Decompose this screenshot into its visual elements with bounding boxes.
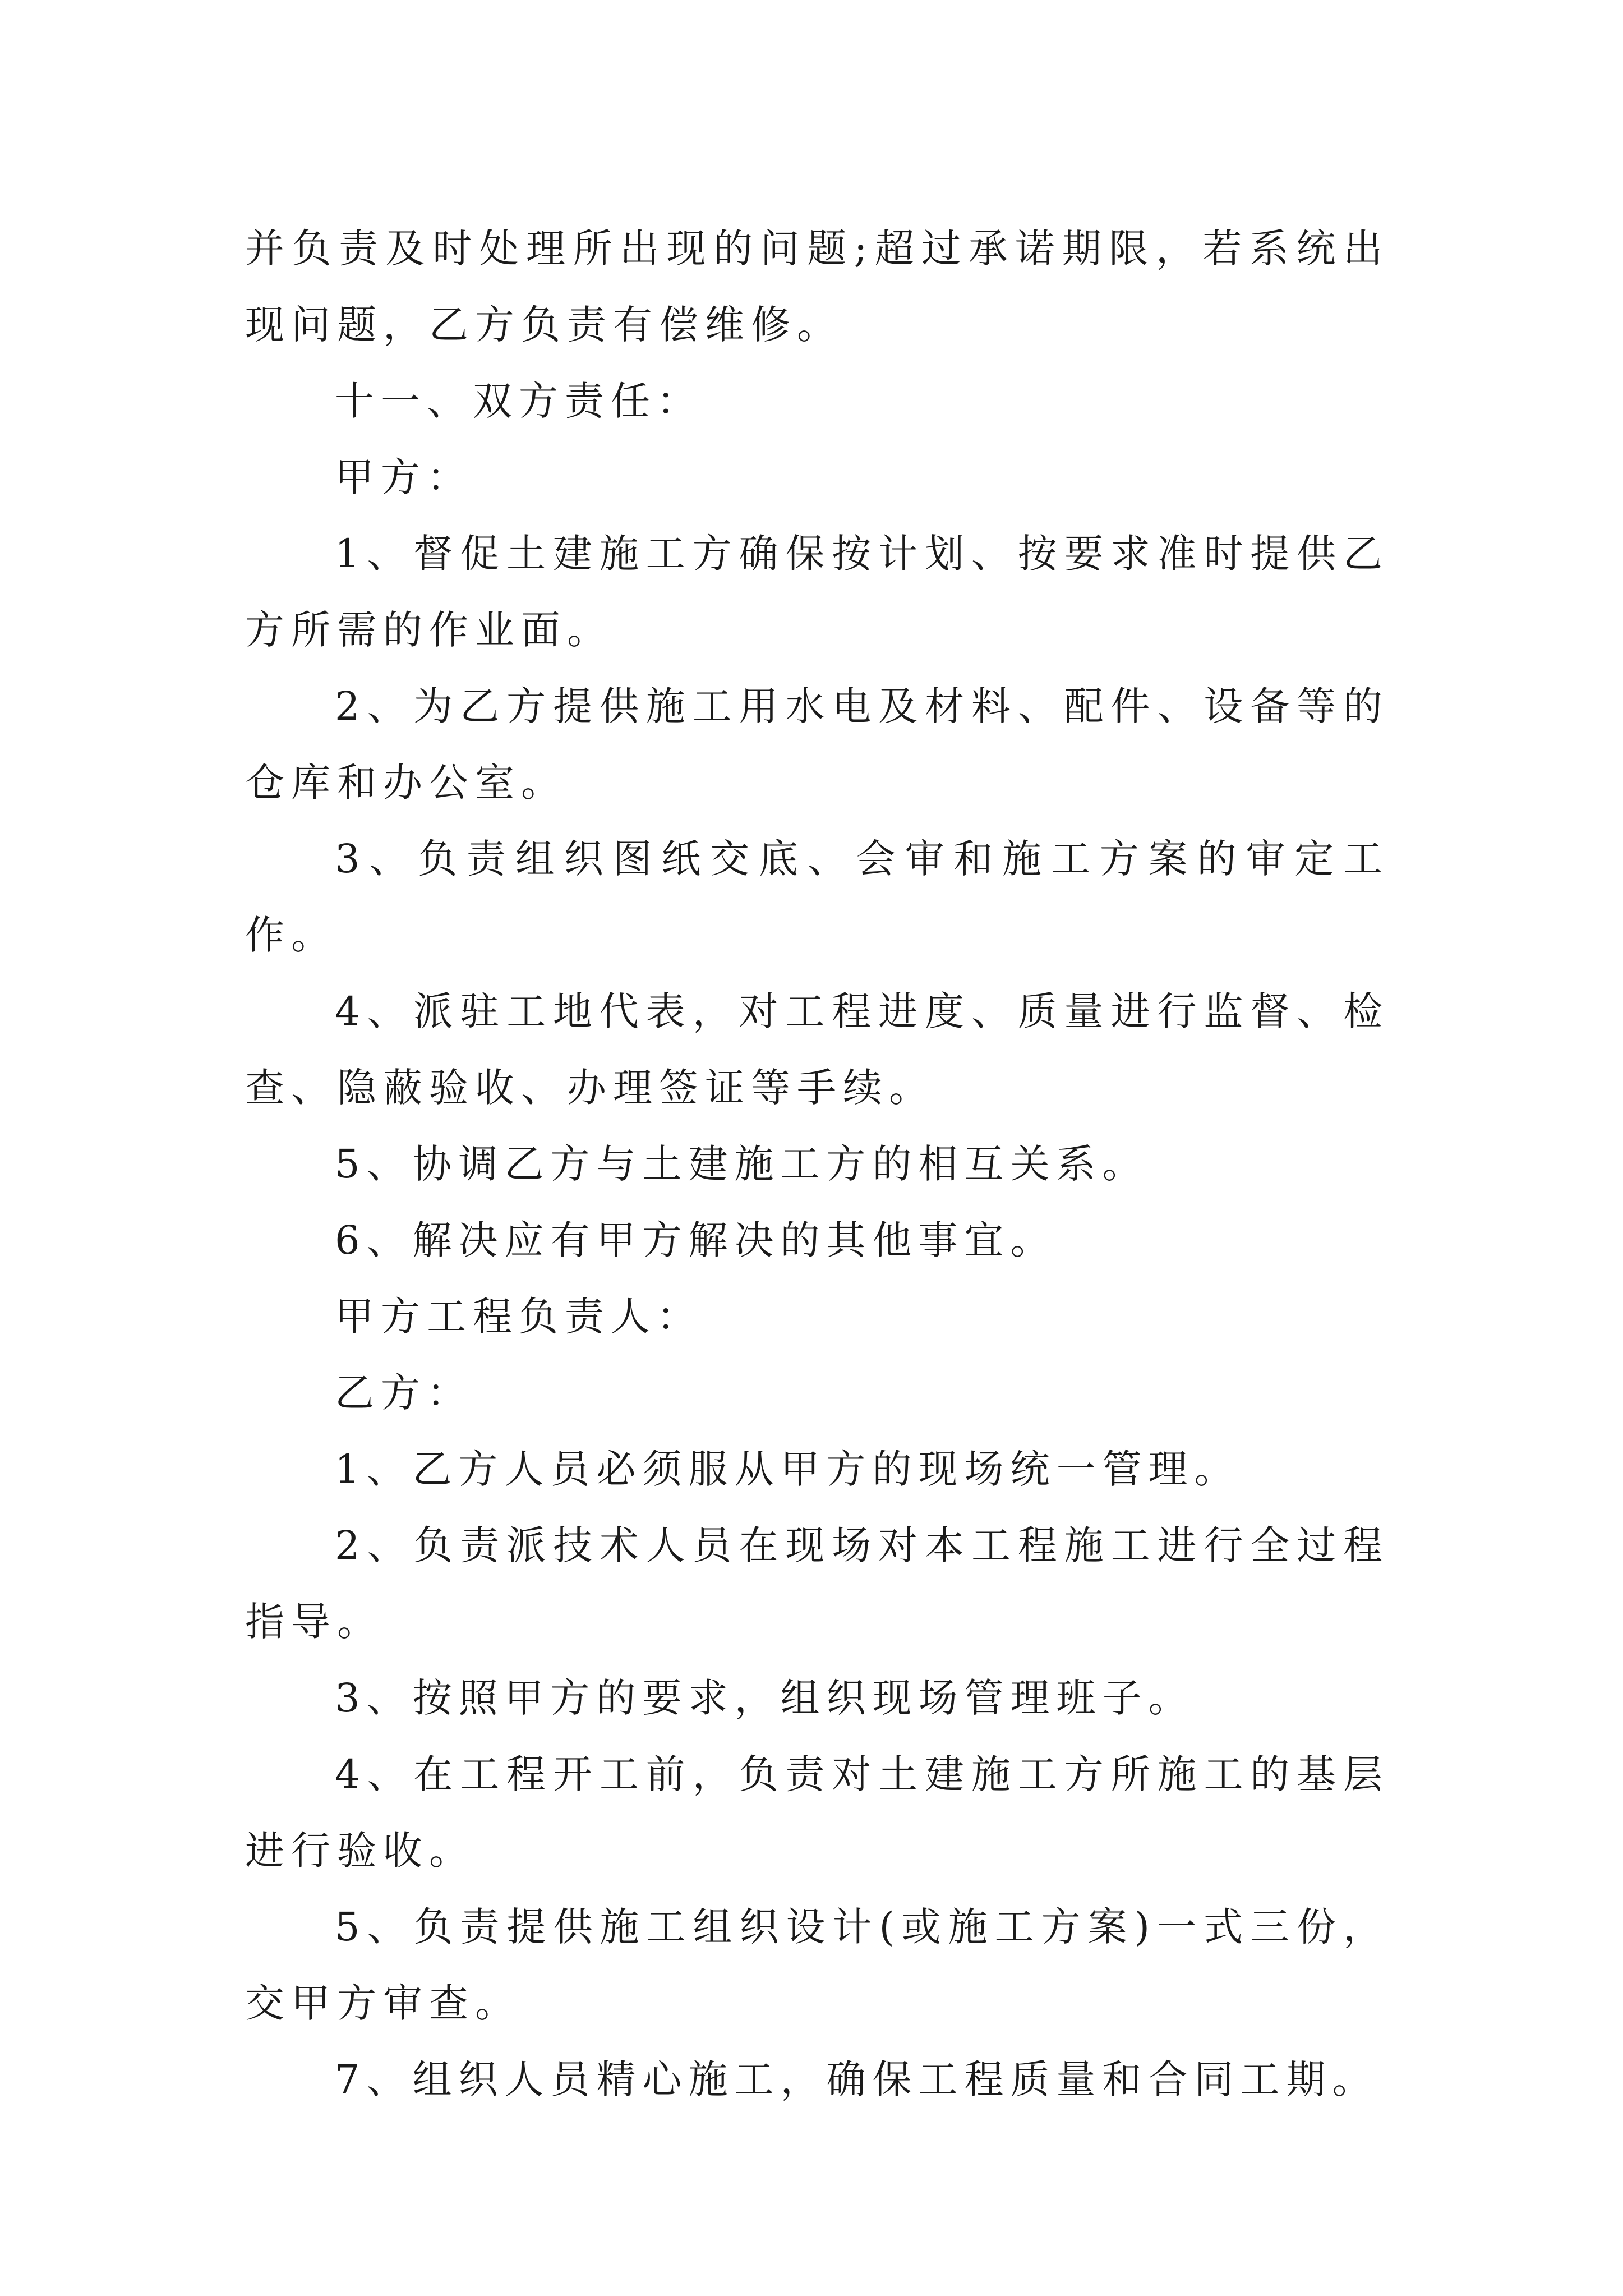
- party-b-heading: 乙方：: [335, 1370, 473, 1416]
- party-b-item-2: 2、负责派技术人员在现场对本工程施工进行全过程指导。: [245, 1522, 1389, 1645]
- party-a-item-1: 1、督促土建施工方确保按计划、按要求准时提供乙方所需的作业面。: [245, 531, 1389, 653]
- party-b-item-7: 7、组织人员精心施工，确保工程质量和合同工期。: [335, 2056, 1378, 2102]
- party-b-item-3: 3、按照甲方的要求，组织现场管理班子。: [335, 1675, 1195, 1721]
- party-a-heading: 甲方：: [335, 454, 473, 500]
- party-b-item-4: 4、在工程开工前，负责对土建施工方所施工的基层进行验收。: [245, 1751, 1389, 1874]
- party-a-item-6: 6、解决应有甲方解决的其他事宜。: [335, 1217, 1057, 1263]
- party-a-item-4: 4、派驻工地代表，对工程进度、质量进行监督、检查、隐蔽验收、办理签证等手续。: [245, 988, 1389, 1111]
- party-b-item-5: 5、负责提供施工组织设计(或施工方案)一式三份，交甲方审查。: [245, 1904, 1389, 2026]
- party-a-item-3: 3、负责组织图纸交底、会审和施工方案的审定工作。: [245, 836, 1389, 958]
- party-a-project-lead: 甲方工程负责人：: [335, 1294, 703, 1340]
- section-heading-mutual-responsibilities: 十一、双方责任：: [335, 378, 703, 424]
- party-a-item-2: 2、为乙方提供施工用水电及材料、配件、设备等的仓库和办公室。: [245, 683, 1389, 806]
- party-a-item-5: 5、协调乙方与土建施工方的相互关系。: [335, 1141, 1149, 1187]
- party-b-item-1: 1、乙方人员必须服从甲方的现场统一管理。: [335, 1446, 1241, 1492]
- document-body: [245, 210, 1389, 2118]
- paragraph-continued: 并负责及时处理所出现的问题;超过承诺期限，若系统出现问题，乙方负责有偿维修。: [245, 226, 1389, 348]
